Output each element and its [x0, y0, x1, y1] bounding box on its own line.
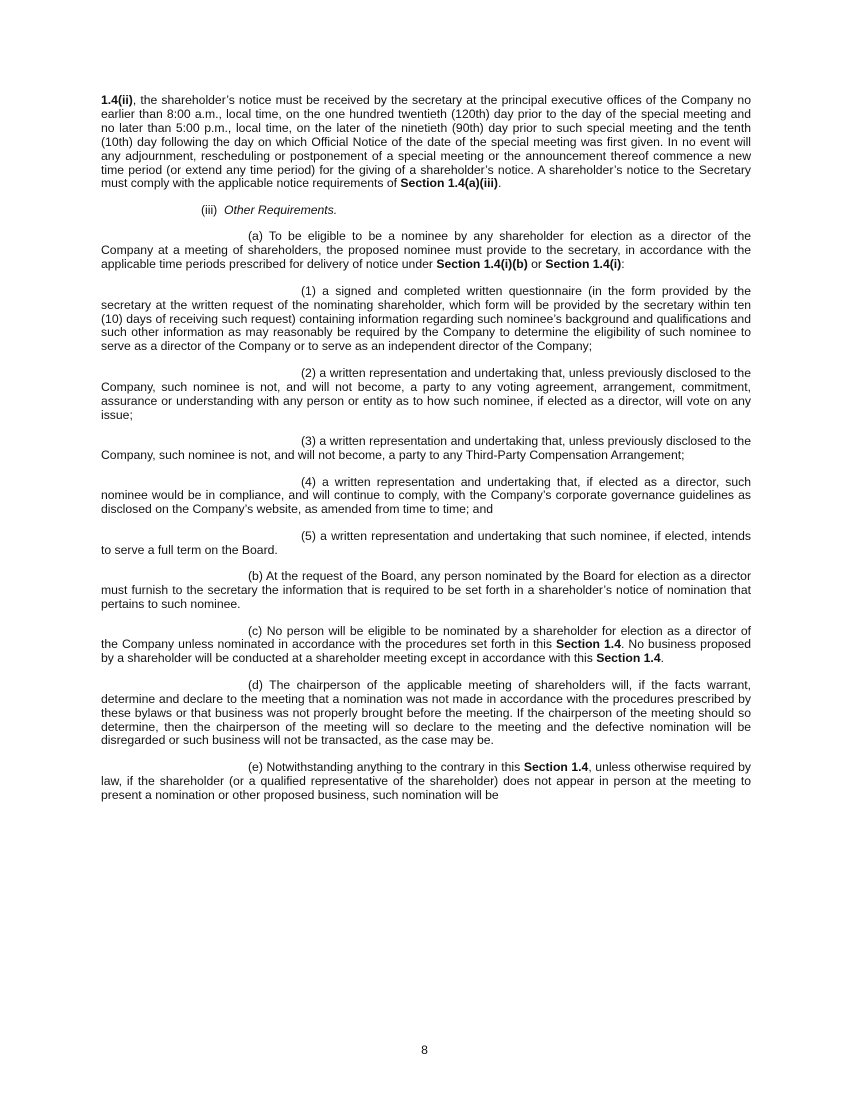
paragraph-text: . No business proposed by a shareholder will be conducted at a shareholder meeting except in accordance with this — [101, 637, 751, 666]
section-ref: 1.4(ii) — [101, 93, 133, 107]
paragraph-b: (b) At the request of the Board, any person nominated by the Board for election as a director must furnish to the secretary the information that is required to be set forth in a shareholder’s notice of nomination that pertains to such nominee. — [101, 569, 751, 612]
list-item-4: (4) a written representation and undertaking that, if elected as a director, such nominee would be in compliance, and will continue to comply, with the Company’s corporate governance guidelines as disclosed on the Company’s website, as amended from time to time; and — [101, 474, 751, 517]
page-number: 8 — [421, 1043, 428, 1057]
heading-title: Other Requirements. — [224, 202, 338, 217]
paragraph-text: or — [527, 257, 546, 272]
paragraph-c — [101, 625, 751, 667]
paragraph-text: , unless otherwise required by law, if the shareholder (or a qualified representative of the shareholder) does not appear in person at the meeting to present a nomination or other proposed business, such nomination will be — [101, 759, 751, 802]
subsection-heading — [101, 204, 751, 218]
paragraph-d: (d) The chairperson of the applicable meeting of shareholders will, if the facts warrant, determine and declare to the meeting that a nomination was not made in accordance with the procedures prescribed by these bylaws or that business was not properly brought before the meeting. If the chairperson of the meeting should so determine, then the chairperson of the meeting will so declare to the meeting and the defective nomination will be disregarded or such business will not be transacted, as the case may be. — [101, 677, 751, 748]
section-ref: Section 1.4(a)(iii) — [400, 176, 498, 191]
section-ref: Section 1.4 — [555, 637, 621, 652]
punctuation: . — [660, 651, 664, 666]
heading-number: (iii) — [201, 202, 218, 217]
list-item-1: (1) a signed and completed written questionnaire (in the form provided by the secretary at the written request of the nominating shareholder, which form will be provided by the secretary within ten (10) days of receiving such request) containing information regarding such nominee’s background and qualifications and such other information as may reasonably be required by the Company to determine the eligibility of such nominee to serve as a director of the Company or to serve as an independent director of the Company; — [101, 283, 751, 354]
list-item-5: (5) a written representation and undertaking that such nominee, if elected, intends to serve a full term on the Board. — [101, 528, 751, 557]
paragraph-text: (e) Notwithstanding anything to the contrary in this — [248, 759, 524, 774]
list-item-2: (2) a written representation and undertaking that, unless previously disclosed to the Company, such nominee is not, and will not become, a party to any voting agreement, arrangement, commitment, assurance or understanding with any person or entity as to how such nominee, if elected as a director, will vote on any issue; — [101, 365, 751, 422]
section-ref: Section 1.4(i) — [545, 257, 622, 272]
section-ref: Section 1.4(i)(b) — [436, 257, 528, 272]
page-body — [101, 94, 751, 803]
punctuation: . — [497, 176, 502, 191]
intro-text: , the shareholder’s notice must be received by the secretary at the principal executive offices of the Company no earlier than 8:00 a.m., local time, on the one hundred twentieth (120th) day prior to the day of the special meeting and no later than 5:00 p.m., local time, on the later of the ninetieth (90th) day prior to such special meeting and the tenth (10th) day following the day on which Official Notice of the date of the special meeting was first given. In no event will any adjournment, rescheduling or postponement of a special meeting or the announcement thereof commence a new time period (or extend any time period) for the giving of a shareholder’s notice. A shareholder’s notice to the Secretary must comply with the applicable notice requirements of — [101, 93, 751, 191]
paragraph-a — [101, 230, 751, 272]
punctuation: : — [621, 257, 625, 272]
section-ref: Section 1.4 — [596, 651, 661, 666]
intro-paragraph — [101, 94, 751, 191]
section-ref: Section 1.4 — [523, 759, 589, 774]
paragraph-e — [101, 761, 751, 803]
list-item-3: (3) a written representation and undertaking that, unless previously disclosed to the Company, such nominee is not, and will not become, a party to any Third-Party Compensation Arrangement; — [101, 434, 751, 462]
paragraph-text: (a) To be eligible to be a nominee by any shareholder for election as a director of the Company at a meeting of shareholders, the proposed nominee must provide to the secretary, in accordance with the applicable time periods prescribed for delivery of notice under — [101, 229, 751, 272]
paragraph-text: (c) No person will be eligible to be nominated by a shareholder for election as a director of the Company unless nominated in accordance with the procedures set forth in this — [101, 623, 751, 652]
